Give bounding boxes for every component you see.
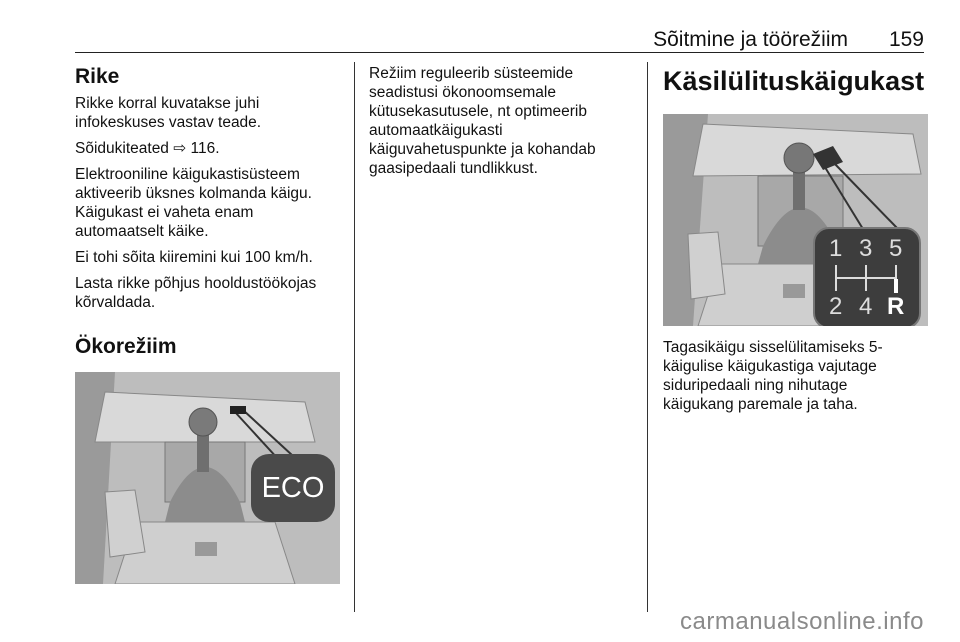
gear-label-3: 3 [859,235,873,262]
gear-label-1: 1 [829,235,843,262]
watermark: carmanualsonline.info [680,608,924,635]
gear-label-2: 2 [829,293,843,320]
column-divider-2 [647,62,648,612]
gearbox-figure [663,114,928,326]
column-left [75,64,340,584]
header-title: Sõitmine ja töörežiim [653,28,848,51]
page-number: 159 [888,28,924,51]
header-rule [75,52,924,53]
paragraph-1: Rikke korral kuvatakse juhi infokeskuses vastav teade. [75,95,262,131]
column-right [663,64,928,421]
section-title-eco: Ökorežiim [75,335,177,358]
gearbox-caption: Tagasikäigu sisselülitamiseks 5- käigulise käigukastiga vajutage siduripedaali ning nihutage käigukang paremale ja taha. [663,339,883,413]
section-title-manual-gearbox: Käsilülituskäigukast [663,66,925,96]
column-divider-1 [354,62,355,612]
section-title-rike: Rike [75,65,120,88]
paragraph-2: Sõidukiteated ⇨ 116. [75,140,220,157]
column-middle [369,64,631,185]
gear-label-5: 5 [889,235,903,262]
gear-shift-pattern [813,227,921,326]
paragraph-5: Lasta rikke põhjus hooldustöökojas kõrvaldada. [75,275,317,311]
eco-description: Režiim reguleerib süsteemide seadistusi ökonoomsemale kütusekasutusele, nt optimeerib automaatkäigukasti käiguvahetuspunkte ja kohandab gaasipedaali tundlikkust. [369,65,596,177]
gear-label-4: 4 [859,293,873,320]
eco-badge: ECO [251,454,335,522]
paragraph-4: Ei tohi sõita kiiremini kui 100 km/h. [75,249,313,266]
paragraph-3: Elektrooniline käigukastisüsteem aktiveerib üksnes kolmanda käigu. Käigukast ei vaheta enam automaatselt käike. [75,166,312,240]
eco-figure [75,372,340,584]
gear-label-reverse: R [887,293,905,320]
